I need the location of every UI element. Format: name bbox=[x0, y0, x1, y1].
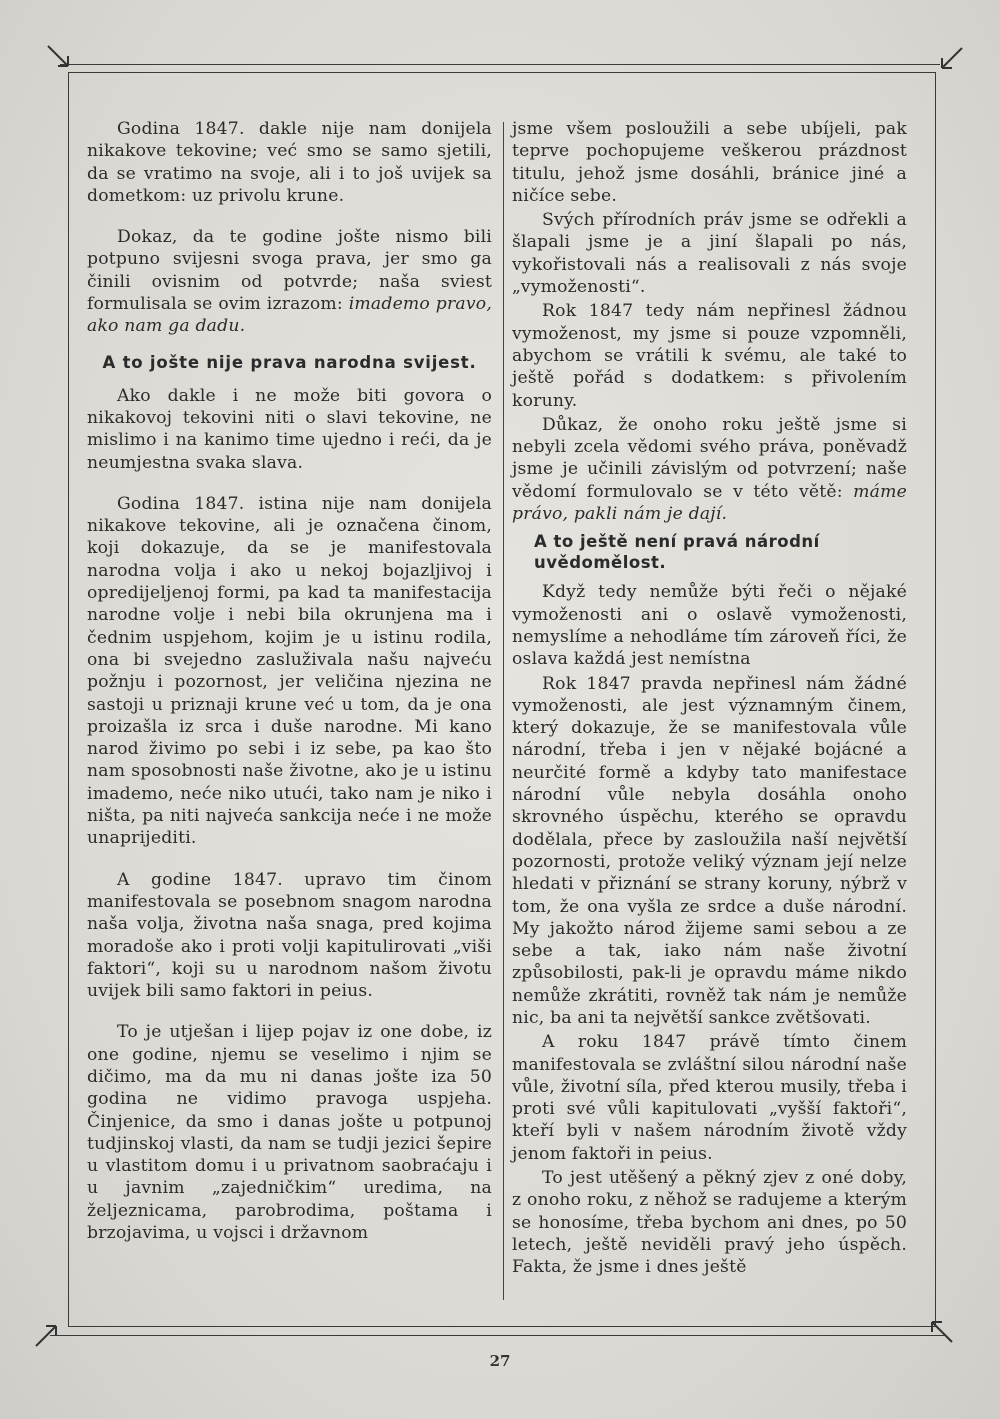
right-column bbox=[512, 118, 907, 1279]
right-paragraph-4 bbox=[512, 414, 907, 525]
left-paragraph-3: Ako dakle i ne može biti govora o nikakovoj tekovini niti o slavi tekovine, ne mislimo i na kanimo time ujedno i reći, da je neumjestna svaka slava. bbox=[87, 385, 492, 473]
right-paragraph-1: jsme všem posloužili a sebe ubíjeli, pak teprve pochopujeme veškerou prázdnost titulu, jehož jsme dosáhli, bránice jiné a ničíce sebe. bbox=[512, 119, 907, 206]
left-paragraph-6: To je utješan i lijep pojav iz one dobe, iz one godine, njemu se veselimo i njim se dičimo, ma da mu ni danas jošte iza 50 godina ne vidimo pravoga uspjeha. Činjenice, da smo i danas jošte u potpunoj tudjinskoj vlasti, da nam se tudji jezici šepire u vlastitom domu i u privatnom saobraćaju i u javnim „zajedničkim“ uredima, na željeznicama, parobrodima, poštama i brzojavima, u vojsci i državnom bbox=[87, 1022, 492, 1244]
left-paragraph-2-text: Dokaz, da te godine jošte nismo bili potpuno svijesni svoga prava, jer smo ga činili ovisnim od potvrde; naša sviest formulisala se ovim izrazom: bbox=[87, 227, 492, 315]
left-section-heading: A to jošte nije prava narodna svijest. bbox=[102, 352, 477, 372]
left-paragraph-1: Godina 1847. dakle nije nam donijela nikakove tekovine; već smo se samo sjetili, da se vratimo na svoje, ali i to još uvijek sa dometkom: uz privolu krune. bbox=[87, 119, 492, 206]
left-column bbox=[87, 118, 492, 1244]
left-paragraph-2 bbox=[87, 226, 492, 337]
right-paragraph-6: Rok 1847 pravda nepřinesl nám žádné vymoženosti, ale jest významným činem, který dokazuje, že se manifestovala vůle národní, třeba i jen v nějaké bojácné a neurčité formě a kdyby tato manifestace národní vůle nebyla dosáhla onoho skrovného úspěchu, kterého se opravdu dodělala, přece by zasloužila naší největší pozornosti, protože veliký význam její nelze hledati v přiznání se strany koruny, nýbrž v tom, že ona vyšla ze srdce a duše národní. My jakožto národ žijeme sami sebou a ze sebe a tak, iako nám naše životní způsobilosti, pak-li je opravdu máme nikdo nemůže zkrátiti, rovněž tak nám je nemůže nic, ba ani ta největší sankce zvětšovati. bbox=[512, 673, 907, 1028]
left-paragraph-4: Godina 1847. istina nije nam donijela nikakove tekovine, ali je označena činom, koji dokazuje, da se je manifestovala narodna volja i ako u nekoj bojazljivoj i opredijeljenoj formi, pa kad ta manifestacija narodne volje i nebi bila okrunjena ma i čednim uspjehom, kojim je u istinu rodila, ona bi svejedno zasluživala našu najveću požnju i pozornost, jer veličina njezina ne sastoji u priznaji krune već u tom, da je ona proizašla iz srca i duše narodne. Mi kano narod živimo po sebi i iz sebe, pa kao što nam sposobnosti naše životne, ako je u istinu imademo, neće niko utući, tako nam je niko i ništa, pa niti najveća sankcija neće i ne može unaprijediti. bbox=[87, 493, 492, 849]
corner-ornament-top-right-icon bbox=[938, 46, 964, 72]
right-paragraph-7: A roku 1847 právě tímto činem manifestovala se zvláštní silou národní naše vůle, životní síla, před kterou musily, třeba i proti své vůli kapitulovati „vyšší faktoři“, kteří byli v našem národním životě vždy jenom faktoři in peius. bbox=[512, 1032, 907, 1164]
right-paragraph-3: Rok 1847 tedy nám nepřinesl žádnou vymoženost, my jsme si pouze vzpomněli, abychom se vrátili k svému, ale také to ještě pořád s dodatkem: s přivolením koruny. bbox=[512, 301, 907, 411]
corner-ornament-top-left-icon bbox=[46, 44, 72, 70]
top-rule bbox=[60, 64, 940, 65]
left-paragraph-2-italic: imademo pravo, ako nam ga dadu. bbox=[87, 294, 492, 337]
corner-ornament-bottom-right-icon bbox=[930, 1318, 956, 1344]
right-paragraph-2: Svých přírodních práv jsme se odřekli a šlapali jsme je a jiní šlapali po nás, vykořistovali nás a realisovali z nás svoje „vymoženosti“. bbox=[512, 210, 907, 298]
bottom-rule bbox=[50, 1335, 946, 1336]
right-paragraph-4-text: Důkaz, že onoho roku ještě jsme si nebyli zcela vědomi svého práva, poněvadž jsme je učinili závislým od potvrzení; naše vědomí formulovalo se v této větě: bbox=[512, 414, 907, 502]
column-divider bbox=[503, 122, 504, 1300]
corner-ornament-bottom-left-icon bbox=[34, 1322, 60, 1348]
right-section-heading: A to ještě není pravá národní uvědomělost. bbox=[534, 532, 820, 573]
left-paragraph-5: A godine 1847. upravo tim činom manifestovala se posebnom snagom narodna naša volja, životna naša snaga, pred kojima moradoše ako i proti volji kapitulirovati „viši faktori“, koji su u narodnom našom životu uvijek bili samo faktori in peius. bbox=[87, 869, 492, 1002]
right-paragraph-8: To jest utěšený a pěkný zjev z oné doby, z onoho roku, z něhož se radujeme a kterým se honosíme, třeba bychom ani dnes, po 50 letech, ještě neviděli pravý jeho úspěch. Fakta, že jsme i dnes ještě bbox=[512, 1168, 907, 1278]
right-paragraph-5: Když tedy nemůže býti řeči o nějaké vymoženosti ani o oslavě vymoženosti, nemyslíme a nehodláme tím zároveň říci, že oslava každá jest nemístna bbox=[512, 582, 907, 670]
page-number: 27 bbox=[489, 1352, 511, 1370]
right-paragraph-4-italic: máme právo, pakli nám je dají. bbox=[512, 481, 907, 525]
